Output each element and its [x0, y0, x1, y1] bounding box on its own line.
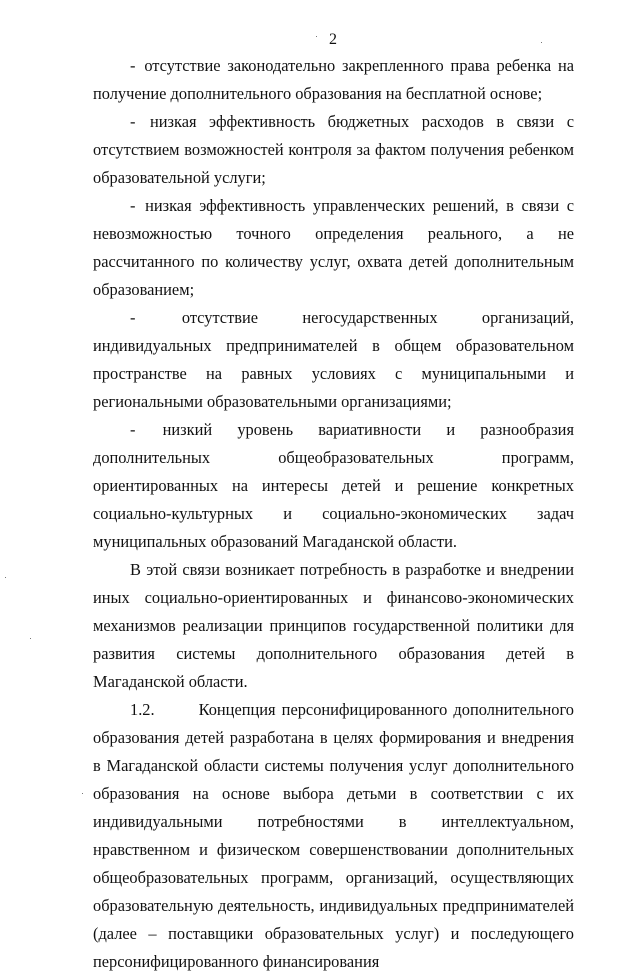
list-item-management-efficiency: [93, 192, 574, 304]
list-item-budget-efficiency: [93, 108, 574, 192]
list-dash: -: [130, 420, 161, 439]
scan-speck: [82, 793, 83, 794]
section-text: Концепция персонифицированного дополнительного образования детей разработана в целях формирования и внедрения в Магаданской области системы получения услуг дополнительного образования на основе выбора детьми в соответствии с их индивидуальными потребностями в интеллектуальном, нравственном и физическом совершенствовании дополнительных общеобразовательных программ, организаций, осуществляющих образовательную деятельность, индивидуальных предпринимателей (далее – поставщики образовательных услуг) и последующего персонифицированного финансирования: [93, 700, 574, 971]
list-item-text: низкая эффективность управленческих решений, в связи с невозможностью точного определения реального, а не рассчитанного по количеству услуг, охвата детей дополнительным образованием;: [93, 196, 574, 299]
paragraph-need-for-mechanisms: В этой связи возникает потребность в разработке и внедрении иных социально-ориентированных и финансово-экономических механизмов реализации принципов государственной политики для развития системы дополнительного образования детей в Магаданской области.: [93, 560, 574, 691]
scan-speck: [316, 36, 317, 37]
list-item-text: отсутствие негосударственных организаций, индивидуальных предпринимателей в общем образовательном пространстве на равных условиях с муниципальными и региональными образовательными организациями;: [93, 308, 574, 411]
list-item-text: низкая эффективность бюджетных расходов в связи с отсутствием возможностей контроля за фактом получения ребенком образовательной услуги;: [93, 112, 574, 187]
page-number: 2: [329, 31, 337, 48]
list-dash: -: [130, 56, 143, 75]
list-dash: -: [130, 308, 180, 327]
scan-speck: [30, 638, 31, 639]
list-item-text: низкий уровень вариативности и разнообразия дополнительных общеобразовательных программ, ориентированных на интересы детей и решение конкретных социально-культурных и социально-экономических задач муниципальных образований Магаданской области.: [93, 420, 574, 551]
section-1-2-paragraph: [93, 696, 574, 976]
list-dash: -: [130, 196, 144, 215]
list-item-non-state-organizations: [93, 304, 574, 416]
list-dash: -: [130, 112, 148, 131]
scan-speck: [541, 42, 542, 43]
section-number: 1.2.: [130, 700, 155, 719]
list-item-low-variability: [93, 416, 574, 556]
list-item-no-legal-right: [93, 52, 574, 108]
scan-speck: [5, 577, 6, 578]
document-body: [93, 52, 574, 976]
list-item-text: отсутствие законодательно закрепленного права ребенка на получение дополнительного образования на бесплатной основе;: [93, 56, 574, 103]
